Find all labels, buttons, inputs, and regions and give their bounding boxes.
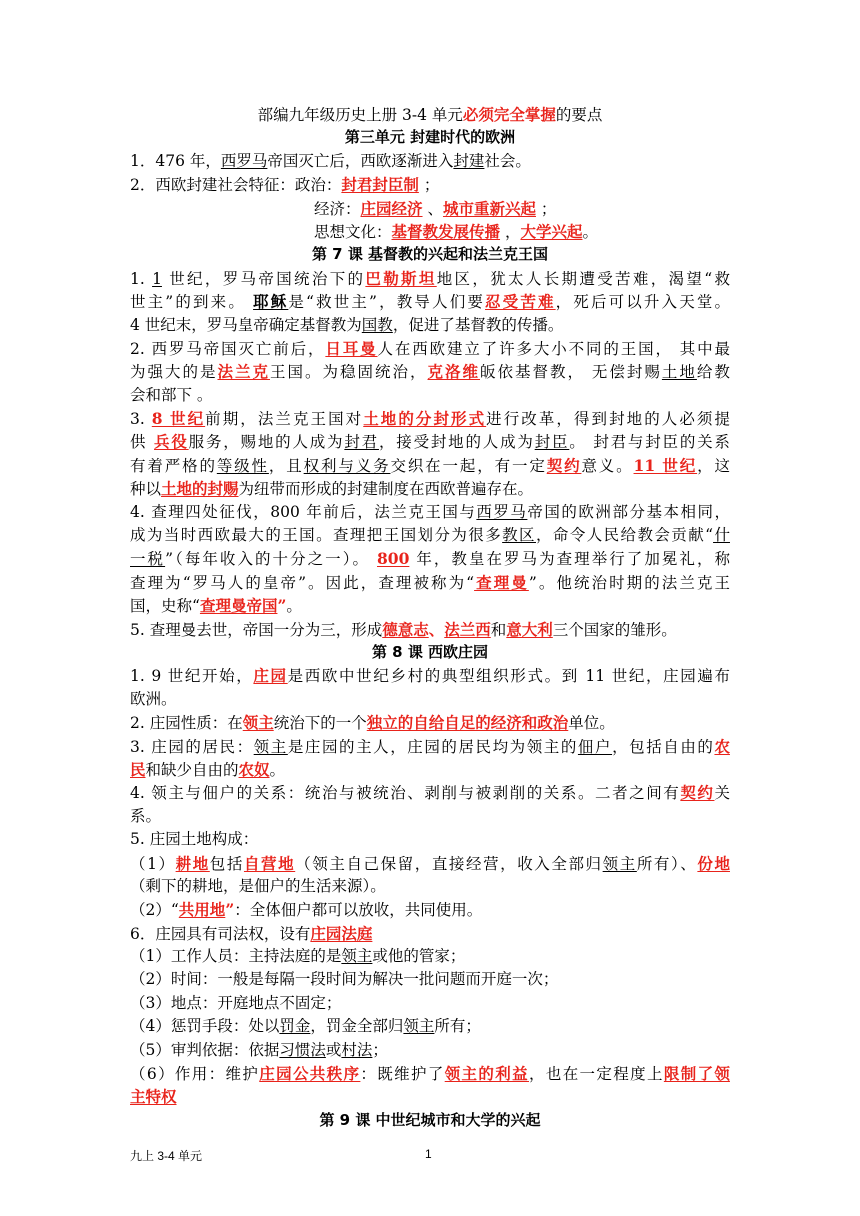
text-run: 查理为“罗马人的皇帝”。因此，查理被称为“ — [130, 573, 475, 592]
text-run: ：全体佃户都可以放收，共同使用。 — [234, 901, 483, 920]
underlined-term: 一税 — [130, 550, 166, 569]
key-term: 份地 — [697, 853, 730, 873]
text-run: （5）审判依据：依据 — [130, 1040, 280, 1059]
text-run: ，死后可以升入天堂。 — [555, 293, 730, 312]
text-run: 世主”的到来。 — [130, 293, 254, 312]
text-run: 4. 查理四处征伐，800 年前后，法兰克王国与 — [130, 502, 477, 521]
key-term: 克洛维 — [427, 362, 480, 382]
text-line — [130, 968, 730, 991]
section-heading — [130, 243, 730, 266]
document-lines — [130, 126, 730, 1132]
text-run: 人在西欧建立了许多大小不同的王国， 其中最 — [377, 339, 730, 358]
text-run: 世纪，罗马帝国统治下的 — [161, 269, 366, 288]
key-term: 基督教发展传播 — [391, 221, 501, 241]
text-line — [130, 735, 730, 758]
text-run: 6．庄园具有司法权，设有 — [130, 924, 311, 943]
underlined-term: 封君 — [344, 433, 379, 452]
key-term: 11 世纪 — [633, 455, 698, 475]
text-run: 交织在一起，有一定 — [390, 456, 547, 475]
text-run: （1） — [130, 854, 176, 873]
text-run: 第 9 课 中世纪城市和大学的兴起 — [319, 1110, 541, 1129]
key-term: ” — [277, 596, 287, 616]
text-run: 、 — [422, 199, 443, 218]
underlined-term: 封臣 — [534, 433, 570, 452]
text-run: ， — [500, 222, 521, 241]
key-term: 城市重新兴起 — [442, 198, 536, 218]
text-line — [130, 781, 730, 804]
text-run: 为纽带而形成的封建制度在西欧普遍存在。 — [238, 480, 534, 499]
text-line — [130, 314, 730, 337]
text-line — [130, 337, 730, 360]
key-term: 限制了领 — [663, 1064, 730, 1084]
text-run: （6）作用：维护 — [130, 1065, 260, 1084]
key-term: 封君封臣制 — [341, 175, 419, 195]
text-line — [130, 150, 730, 173]
section-heading — [130, 1109, 730, 1132]
text-run: 是“救世主”，教导人们要 — [288, 293, 486, 312]
text-run: 第 7 课 基督教的兴起和法兰克王国 — [311, 245, 549, 264]
text-run: ； — [418, 176, 440, 195]
text-run: 种以 — [130, 480, 162, 499]
key-term: 契约 — [546, 455, 582, 475]
page-number: 1 — [425, 1147, 432, 1161]
text-line — [130, 360, 730, 383]
text-run: ，也在一定程度上 — [528, 1065, 664, 1084]
text-run: 经济： — [314, 199, 361, 218]
footer-label: 九上 3-4 单元 — [130, 1149, 203, 1163]
text-run: 4 世纪末，罗马皇帝确定基督教为 — [130, 315, 362, 334]
text-run: 会和部下 。 — [130, 385, 213, 404]
text-run: 5. 庄园土地构成： — [130, 830, 259, 849]
key-term: 法兰克 — [217, 362, 270, 382]
text-line — [130, 992, 730, 1015]
text-run: 给教 — [696, 363, 730, 382]
key-term: 农 — [714, 736, 730, 756]
text-run: 1. 9 世纪开始， — [130, 667, 254, 686]
text-line — [130, 852, 730, 875]
text-run: 5. 查理曼去世，帝国一分为三，形成 — [130, 620, 383, 639]
text-line — [130, 571, 730, 594]
key-term: 农奴 — [238, 759, 270, 779]
text-line — [130, 173, 730, 196]
text-line — [130, 407, 730, 430]
text-run: （2）“ — [130, 901, 179, 920]
underlined-term: 封建 — [453, 151, 485, 170]
text-run: 统治下的一个 — [273, 714, 367, 733]
text-run: 或 — [325, 1040, 342, 1059]
key-term: 主特权 — [130, 1087, 177, 1107]
text-run: ，包括自由的 — [612, 737, 715, 756]
section-heading — [130, 641, 730, 664]
text-line — [130, 898, 730, 921]
text-run: 部编九年级历史上册 3-4 单元 — [257, 106, 463, 124]
text-run: （剩下的耕地，是佃户的生活来源）。 — [130, 876, 386, 895]
text-line — [130, 1015, 730, 1038]
key-term: 8 世纪 — [151, 409, 206, 429]
text-line — [130, 945, 730, 968]
text-line — [130, 547, 730, 570]
text-run: 有着严格的 — [130, 456, 217, 475]
text-run: 帝国灭亡后，西欧逐渐进入 — [267, 151, 454, 170]
key-term: 查理曼帝国 — [199, 596, 278, 616]
underlined-term: 1 — [152, 269, 162, 288]
text-line — [130, 430, 730, 453]
text-run: 1．476 年， — [130, 151, 221, 170]
underlined-term: 教区 — [502, 526, 536, 545]
text-run: 欧洲。 — [130, 689, 177, 708]
text-line — [130, 267, 730, 290]
text-line — [130, 828, 730, 851]
text-run: 1. — [130, 269, 153, 288]
key-term: 民 — [130, 759, 146, 779]
underlined-term: 罚金 — [279, 1017, 311, 1036]
text-run: 是西欧中世纪乡村的典型组织形式。到 11 世纪，庄园遍布 — [287, 667, 730, 686]
text-line — [130, 1039, 730, 1062]
text-run: 关 — [714, 784, 730, 803]
text-run: 的要点 — [555, 106, 603, 124]
text-line — [130, 594, 730, 617]
text-run: ”（每年收入的十分之一）。 — [165, 550, 377, 569]
underlined-term: 村法 — [341, 1040, 373, 1059]
text-run: 所有）、 — [636, 854, 698, 873]
document-body — [130, 103, 730, 1132]
key-term: 意大利 — [506, 619, 553, 639]
key-term: 耕地 — [175, 853, 210, 873]
key-term: 庄园 — [253, 666, 288, 686]
underlined-term: 领主 — [341, 947, 373, 966]
key-term: 庄园法庭 — [310, 923, 373, 943]
text-run: 。 — [269, 760, 286, 779]
text-run: 。 — [286, 597, 302, 616]
text-run: 2. 庄园性质：在 — [130, 714, 243, 733]
text-run: 国，史称“ — [130, 597, 200, 616]
key-term: 巴勒斯坦 — [365, 268, 437, 288]
text-run: （4）惩罚手段：处以 — [130, 1017, 280, 1036]
text-run: （1）工作人员：主持法庭的是 — [130, 947, 342, 966]
text-run: 2. 西罗马帝国灭亡前后， — [130, 339, 326, 358]
text-run: 单位。 — [568, 714, 615, 733]
text-line — [130, 454, 730, 477]
text-run: 三个国家的雏形。 — [552, 620, 677, 639]
underlined-term: 国教 — [361, 315, 393, 334]
text-run: ，罚金全部归 — [310, 1017, 404, 1036]
text-run: ，接受封地的人成为 — [378, 433, 535, 452]
underlined-term: 等级性 — [216, 456, 269, 475]
text-line — [130, 688, 730, 711]
text-run: ，这 — [697, 456, 730, 475]
text-run: 服务，赐地的人成为 — [188, 433, 345, 452]
key-term: 契约 — [680, 783, 715, 803]
text-run: ，促进了基督教的传播。 — [392, 315, 564, 334]
underlined-term: 西罗马 — [476, 502, 528, 521]
underlined-term: 什 — [713, 526, 730, 545]
key-term: 庄园经济 — [360, 198, 423, 218]
key-term: 领主 — [242, 713, 274, 733]
text-line — [130, 805, 730, 828]
text-run: ，且 — [268, 456, 304, 475]
text-line — [130, 1085, 730, 1108]
key-term: 土地的封赐 — [161, 479, 239, 499]
text-line — [130, 875, 730, 898]
key-term: 法兰西 — [444, 619, 491, 639]
text-run: ，命令人民给教会贡献“ — [535, 526, 714, 545]
key-term: ” — [225, 900, 235, 920]
key-term: 800 — [377, 549, 410, 569]
key-term: 自营地 — [243, 853, 296, 873]
text-line — [130, 758, 730, 781]
document-title — [130, 103, 730, 126]
text-run: 进行改革，得到封地的人必须提 — [486, 410, 730, 429]
text-line — [130, 501, 730, 524]
text-line — [130, 290, 730, 313]
text-run: 4. 领主与佃户的关系：统治与被统治、剥削与被剥削的关系。二者之间有 — [130, 784, 681, 803]
text-run: 和 — [490, 620, 507, 639]
text-line — [130, 477, 730, 500]
key-term: 共用地 — [178, 900, 226, 920]
text-run: ； — [372, 1040, 388, 1059]
text-run: （3）地点：开庭地点不固定； — [130, 993, 342, 1012]
text-line — [130, 384, 730, 407]
text-line — [130, 618, 730, 641]
text-run: 王国。为稳固统治， — [270, 363, 428, 382]
text-line — [130, 220, 730, 243]
text-run: 是庄园的主人，庄园的居民均为领主的 — [287, 737, 578, 756]
text-run: （2）时间：一般是每隔一段时间为解决一批问题而开庭一次； — [130, 970, 559, 989]
text-run: 意义。 — [581, 456, 634, 475]
text-run: 所有； — [434, 1017, 481, 1036]
text-run: （领主自己保留，直接经营，收入全部归 — [295, 854, 603, 873]
key-term: 德意志 — [382, 619, 429, 639]
text-run: 3. 庄园的居民： — [130, 737, 254, 756]
key-term: 、 — [428, 619, 445, 639]
section-heading — [130, 126, 730, 149]
text-run: 。 — [582, 222, 598, 241]
underlined-term: 耶稣 — [253, 292, 289, 312]
text-run: 2．西欧封建社会特征：政治： — [130, 176, 342, 195]
underlined-term: 领主 — [403, 1017, 435, 1036]
text-run: 社会。 — [484, 151, 531, 170]
underlined-term: 领主 — [602, 854, 637, 873]
text-run: 第 8 课 西欧庄园 — [371, 642, 489, 661]
text-run: 地区，犹太人长期遭受苦难，渴望“救 — [436, 269, 730, 288]
text-run: ：既维护了 — [360, 1065, 445, 1084]
text-run: 帝国的欧洲部分基本相同， — [527, 502, 730, 521]
underlined-term: 土地 — [661, 363, 697, 382]
text-run: ”。他统治时期的法兰克王 — [528, 573, 730, 592]
text-line — [130, 711, 730, 734]
text-run: 成为当时西欧最大的王国。查理把王国划分为很多 — [130, 526, 503, 545]
text-run: 包括 — [209, 854, 244, 873]
key-term: 土地的分封形式 — [363, 409, 487, 429]
key-term: 领主的利益 — [444, 1064, 529, 1084]
text-run: 前期，法兰克王国对 — [205, 410, 364, 429]
text-run: 。 封君与封臣的关系 — [569, 433, 730, 452]
text-run: 为强大的是 — [130, 363, 218, 382]
key-term: 忍受苦难 — [485, 292, 556, 312]
key-term: 兵役 — [154, 432, 189, 452]
text-run: 系。 — [130, 806, 162, 825]
underlined-term: 西罗马 — [220, 151, 268, 170]
text-run: 思想文化： — [314, 222, 392, 241]
text-run: 年，教皇在罗马为查理举行了加冕礼，称 — [409, 550, 730, 569]
text-line — [130, 664, 730, 687]
text-line — [130, 922, 730, 945]
key-term: 查理曼 — [474, 572, 529, 592]
underlined-term: 领主 — [253, 737, 288, 756]
text-line — [130, 197, 730, 220]
text-run: 第三单元 封建时代的欧洲 — [344, 128, 516, 147]
underlined-term: 权利与义务 — [303, 456, 391, 475]
underlined-term: 习惯法 — [279, 1040, 326, 1059]
text-run: 或他的管家； — [372, 947, 466, 966]
key-term: 大学兴起 — [520, 221, 583, 241]
text-run: ； — [535, 199, 557, 218]
text-run: 皈依基督教， 无偿封赐 — [480, 363, 662, 382]
key-term: 庄园公共秩序 — [259, 1064, 361, 1084]
text-run: 供 — [130, 433, 155, 452]
text-run: 和缺少自由的 — [145, 760, 239, 779]
text-line — [130, 1062, 730, 1085]
text-line — [130, 524, 730, 547]
text-run: 3. — [130, 410, 152, 429]
key-term: 日耳曼 — [325, 338, 378, 358]
underlined-term: 佃户 — [577, 737, 613, 756]
key-term: 独立的自给自足的经济和政治 — [366, 713, 569, 733]
key-term: 必须完全掌握 — [462, 105, 556, 124]
